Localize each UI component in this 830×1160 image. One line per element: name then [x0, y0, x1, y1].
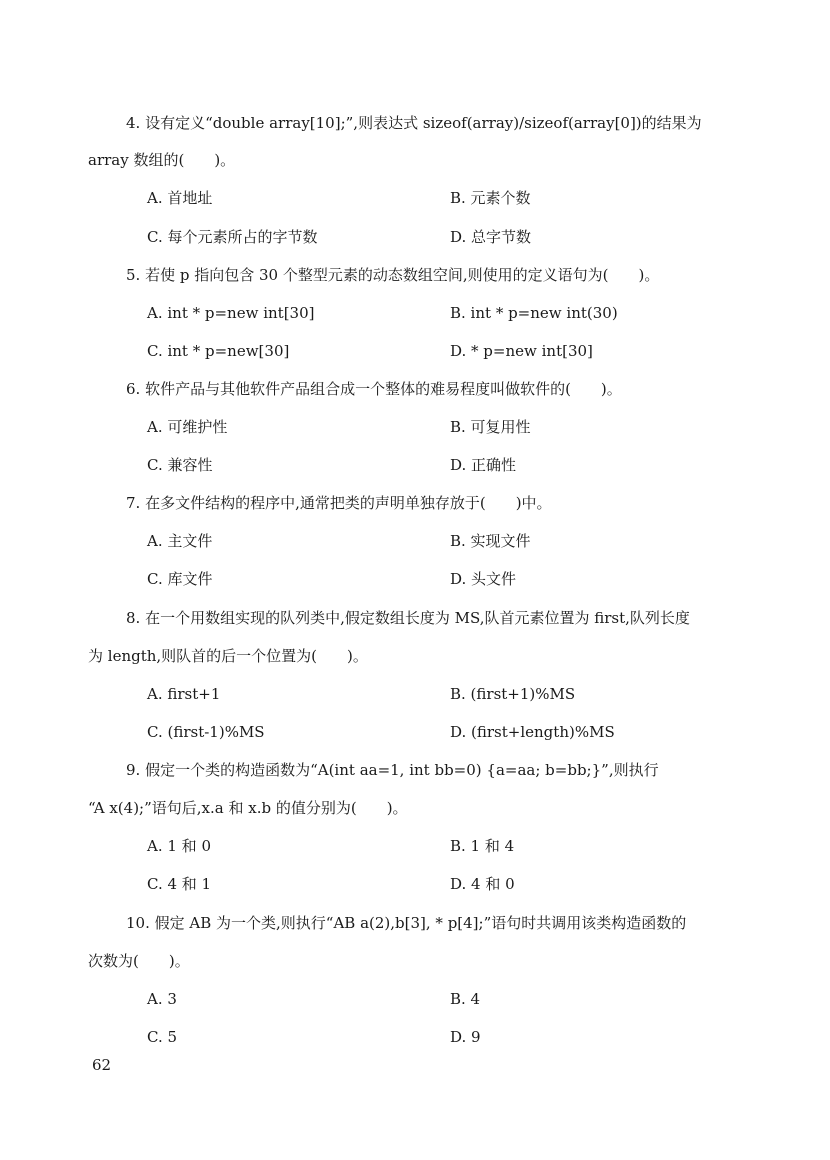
question-4-option-a: A. 首地址 — [147, 189, 213, 207]
question-8-option-c: C. (first-1)%MS — [147, 723, 265, 741]
question-10-option-a: A. 3 — [147, 990, 177, 1008]
question-9-option-a: A. 1 和 0 — [147, 837, 211, 855]
question-7-stem: 7. 在多文件结构的程序中,通常把类的声明单独存放于( )中。 — [126, 494, 552, 512]
question-6-option-c: C. 兼容性 — [147, 456, 213, 474]
question-6-option-d: D. 正确性 — [450, 456, 517, 474]
question-6-stem: 6. 软件产品与其他软件产品组合成一个整体的难易程度叫做软件的( )。 — [126, 380, 622, 398]
question-4-stem-continued: array 数组的( )。 — [88, 151, 236, 169]
page-number: 62 — [92, 1056, 112, 1074]
question-10-option-b: B. 4 — [450, 990, 481, 1008]
question-5-option-a: A. int * p=new int[30] — [147, 304, 315, 322]
question-8-stem: 8. 在一个用数组实现的队列类中,假定数组长度为 MS,队首元素位置为 first,队列长度 — [126, 609, 690, 627]
question-5-option-d: D. * p=new int[30] — [450, 342, 593, 360]
question-4-option-d: D. 总字节数 — [450, 228, 532, 246]
question-9-stem: 9. 假定一个类的构造函数为“A(int aa=1, int bb=0) {a=aa; b=bb;}”,则执行 — [126, 761, 659, 779]
question-7-option-c: C. 库文件 — [147, 570, 213, 588]
question-10-stem-continued: 次数为( )。 — [88, 952, 190, 970]
question-8-option-a: A. first+1 — [147, 685, 221, 703]
question-7-option-a: A. 主文件 — [147, 532, 213, 550]
question-5-stem: 5. 若使 p 指向包含 30 个整型元素的动态数组空间,则使用的定义语句为( )。 — [126, 266, 660, 284]
question-10-option-c: C. 5 — [147, 1028, 178, 1046]
question-5-option-c: C. int * p=new[30] — [147, 342, 290, 360]
question-7-option-b: B. 实现文件 — [450, 532, 531, 550]
question-6-option-b: B. 可复用性 — [450, 418, 531, 436]
question-8-option-d: D. (first+length)%MS — [450, 723, 615, 741]
question-7-option-d: D. 头文件 — [450, 570, 517, 588]
question-9-option-c: C. 4 和 1 — [147, 875, 212, 893]
question-4-option-b: B. 元素个数 — [450, 189, 531, 207]
question-8-stem-continued: 为 length,则队首的后一个位置为( )。 — [88, 647, 368, 665]
question-10-option-d: D. 9 — [450, 1028, 481, 1046]
question-9-option-b: B. 1 和 4 — [450, 837, 515, 855]
question-4-option-c: C. 每个元素所占的字节数 — [147, 228, 318, 246]
question-10-stem: 10. 假定 AB 为一个类,则执行“AB a(2),b[3], * p[4];”语句时共调用该类构造函数的 — [126, 914, 687, 932]
question-5-option-b: B. int * p=new int(30) — [450, 304, 618, 322]
question-8-option-b: B. (first+1)%MS — [450, 685, 576, 703]
question-4-stem: 4. 设有定义“double array[10];”,则表达式 sizeof(array)/sizeof(array[0])的结果为 — [126, 114, 702, 132]
question-9-stem-continued: “A x(4);”语句后,x.a 和 x.b 的值分别为( )。 — [88, 799, 408, 817]
question-6-option-a: A. 可维护性 — [147, 418, 228, 436]
question-9-option-d: D. 4 和 0 — [450, 875, 515, 893]
